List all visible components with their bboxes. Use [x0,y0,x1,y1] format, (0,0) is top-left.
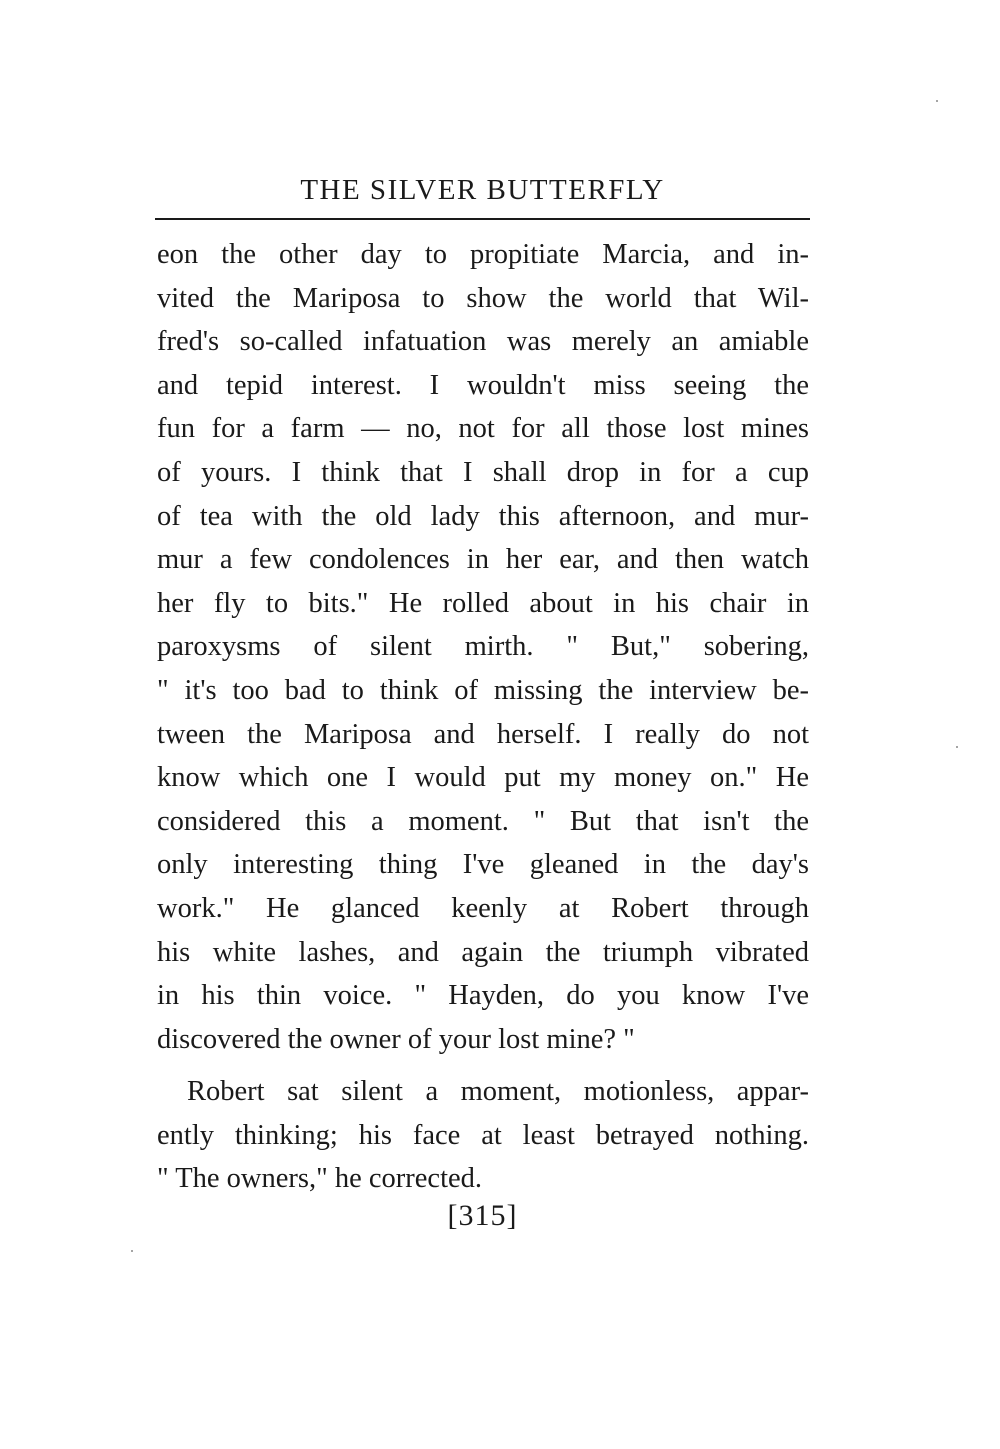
text-line: his white lashes, and again the triumph vibrated [157,936,809,968]
text-line: paroxysms of silent mirth. " But," sobering, [157,631,809,663]
scan-speck [956,746,958,748]
text-line: fred's so-called infatuation was merely an amiable [157,326,809,358]
text-line: ently thinking; his face at least betrayed nothing. [157,1119,809,1151]
text-line: of yours. I think that I shall drop in for a cup [157,456,809,488]
text-line: fun for a farm — no, not for all those lost mines [157,413,809,445]
page-number: [315] [447,1199,518,1232]
body-text [157,233,809,1201]
text-line: and tepid interest. I wouldn't miss seeing the [157,369,809,401]
text-line: her fly to bits." He rolled about in his chair in [157,587,809,619]
text-line: work." He glanced keenly at Robert through [157,892,809,924]
running-head: THE SILVER BUTTERFLY [300,174,665,206]
text-line: eon the other day to propitiate Marcia, and in- [157,239,809,270]
scan-speck [131,1250,133,1252]
text-line: of tea with the old lady this afternoon, and mur- [157,500,809,532]
text-line: know which one I would put my money on." He [157,762,809,794]
text-line: vited the Mariposa to show the world that Wil- [157,282,809,314]
text-line: " it's too bad to think of missing the interview be- [157,674,809,706]
text-line: tween the Mariposa and herself. I really do not [157,718,809,750]
header-rule [155,218,810,220]
text-line: in his thin voice. " Hayden, do you know I've [157,980,809,1012]
text-line: discovered the owner of your lost mine? " [157,1023,635,1055]
text-line: " The owners," he corrected. [157,1163,483,1195]
paragraph-2 [157,1070,809,1201]
text-line: mur a few condolences in her ear, and then watch [157,544,809,576]
paragraph-gap [157,1061,809,1070]
paragraph-1 [157,233,809,1061]
text-line: considered this a moment. " But that isn't the [157,805,809,837]
scan-speck [936,100,938,102]
text-line: only interesting thing I've gleaned in the day's [157,849,809,881]
text-line: Robert sat silent a moment, motionless, appar- [187,1076,809,1108]
